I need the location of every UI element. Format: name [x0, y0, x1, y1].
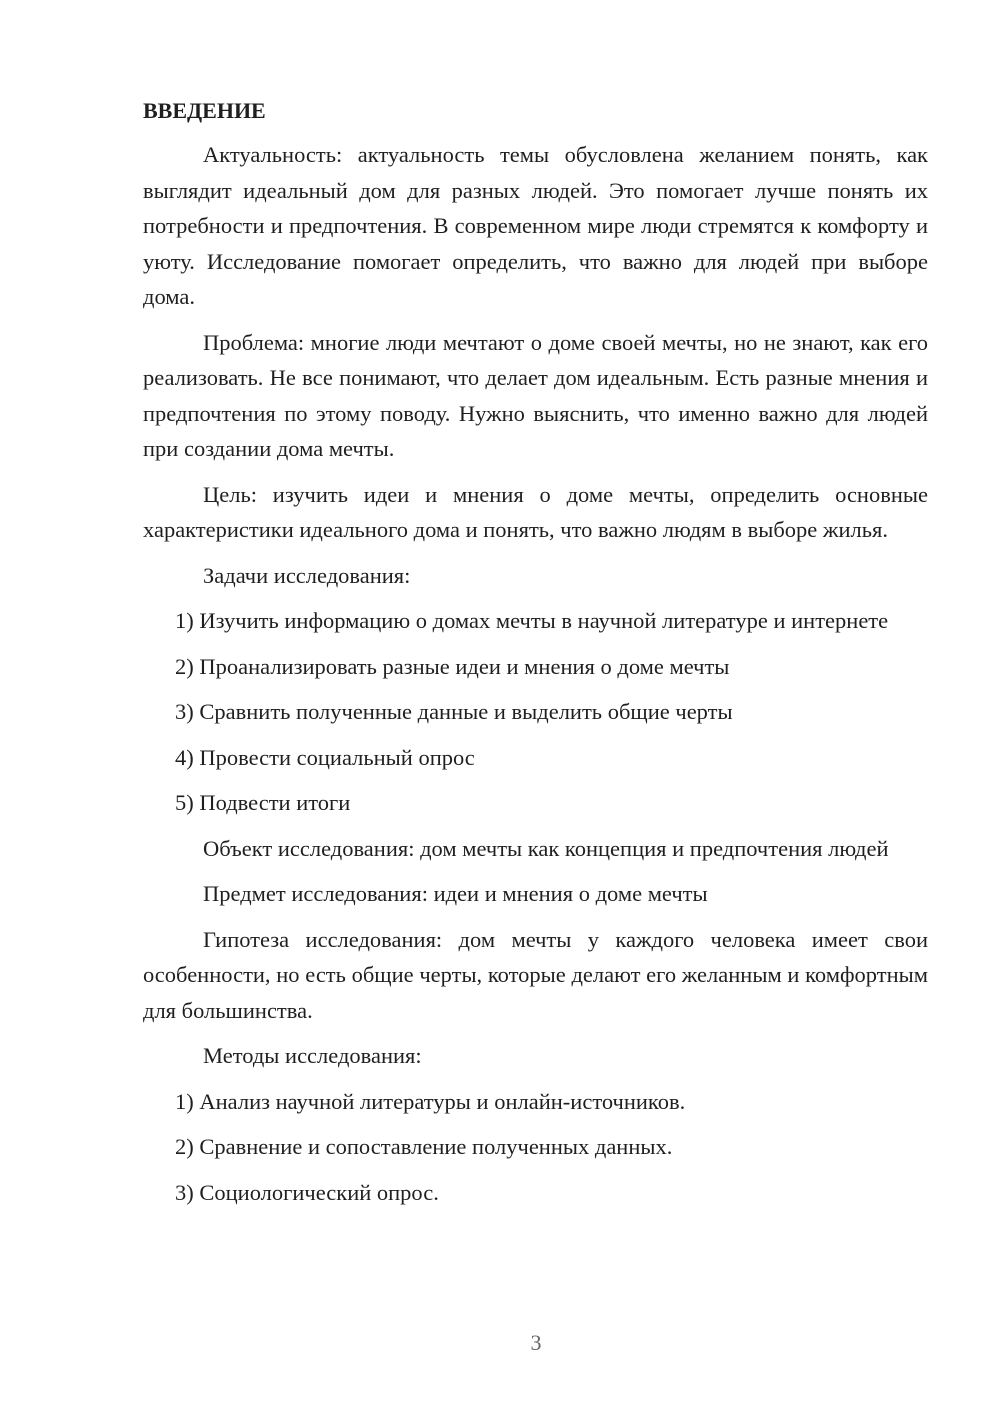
method-item: 3) Социологический опрос. — [175, 1179, 439, 1205]
page-number: 3 — [530, 1330, 542, 1355]
task-item: 2) Проанализировать разные идеи и мнения о доме мечты — [175, 653, 730, 679]
hypothesis-paragraph: Гипотеза исследования: дом мечты у каждого человека имеет свои особенности, но есть общие черты, которые делают его желанным и комфортным для большинства. — [143, 926, 928, 1023]
task-item: 4) Провести социальный опрос — [175, 744, 475, 770]
task-item: 1) Изучить информацию о домах мечты в научной литературе и интернете — [175, 608, 889, 633]
document-body — [143, 95, 928, 1220]
tasks-heading: Задачи исследования: — [203, 562, 411, 588]
task-item: 3) Сравнить полученные данные и выделить общие черты — [175, 699, 733, 724]
method-item: 2) Сравнение и сопоставление полученных данных. — [175, 1134, 673, 1159]
goal-paragraph: Цель: изучить идеи и мнения о доме мечты, определить основные характеристики идеального дома и понять, что важно людям в выборе жилья. — [143, 481, 928, 542]
method-item: 1) Анализ научной литературы и онлайн-источников. — [175, 1088, 686, 1114]
task-item: 5) Подвести итоги — [175, 790, 351, 815]
page-title: ВВЕДЕНИЕ — [143, 98, 266, 123]
methods-heading: Методы исследования: — [203, 1043, 422, 1068]
research-subject-paragraph: Предмет исследования: идеи и мнения о доме мечты — [203, 881, 708, 906]
relevance-paragraph: Актуальность: актуальность темы обусловлена желанием понять, как выглядит идеальный дом для разных людей. Это помогает лучше понять их потребности и предпочтения. В современном мире люди стремятся к комфорту и уюту. Исследование помогает определить, что важно для людей при выборе дома. — [143, 142, 928, 309]
problem-paragraph: Проблема: многие люди мечтают о доме своей мечты, но не знают, как его реализовать. Не все понимают, что делает дом идеальным. Есть разные мнения и предпочтения по этому поводу. Нужно выяснить, что именно важно для людей при создании дома мечты. — [143, 329, 928, 461]
research-object-paragraph: Объект исследования: дом мечты как концепция и предпочтения людей — [203, 835, 889, 861]
